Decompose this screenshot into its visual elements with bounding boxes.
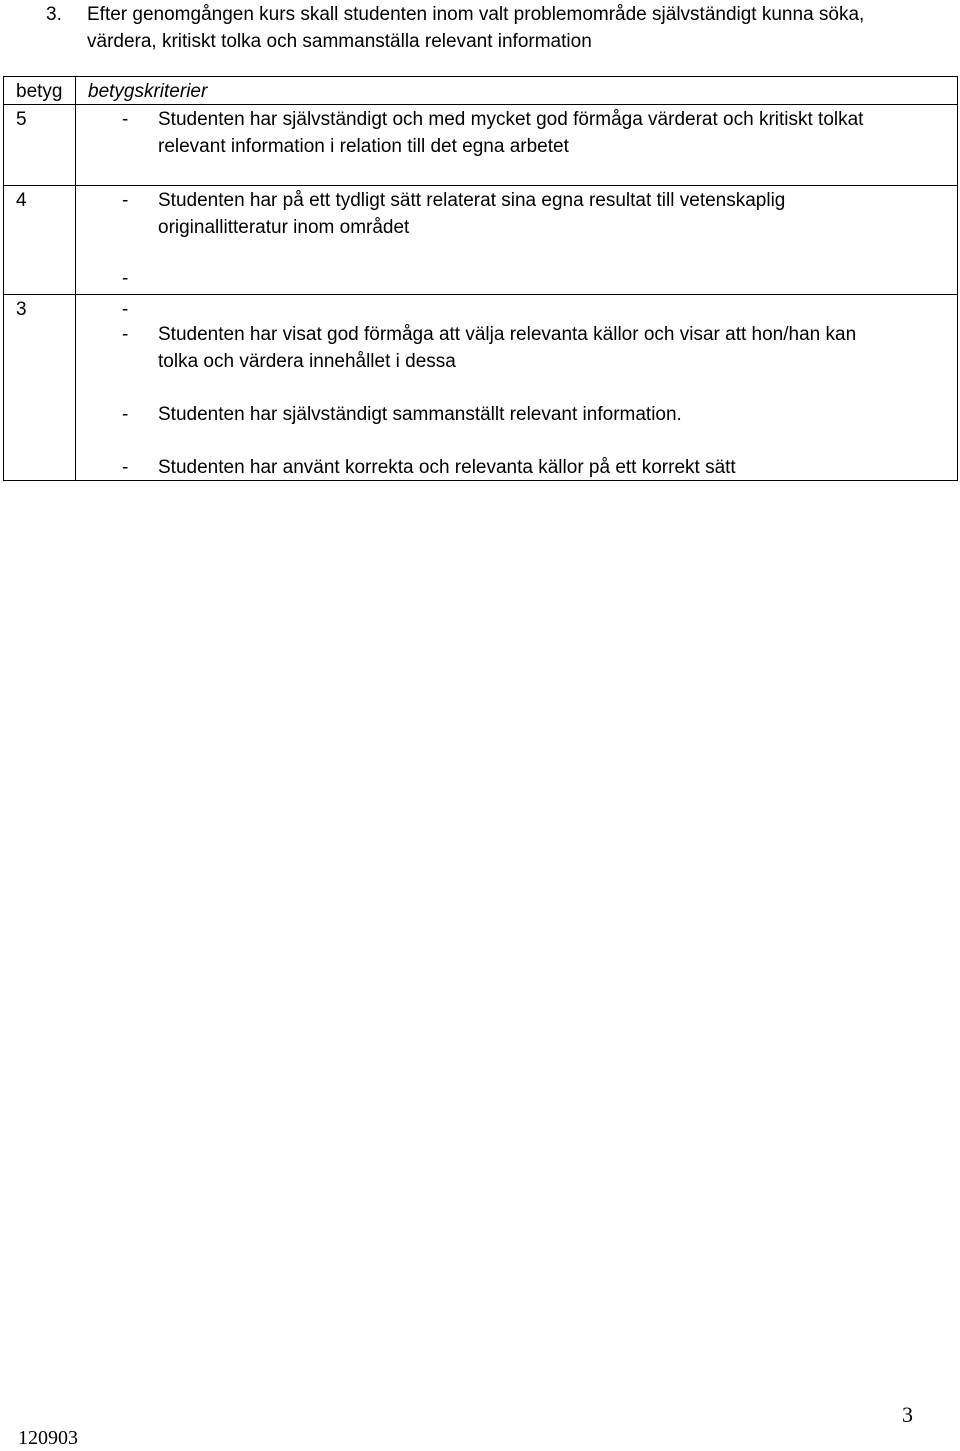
grade-4-bullet: - bbox=[122, 190, 129, 211]
grade-3-criterion-2: Studenten har självständigt sammanställt relevant information. bbox=[158, 404, 682, 425]
grade-3-bullet-2: - bbox=[122, 404, 129, 425]
grading-table bbox=[3, 76, 958, 481]
document-code: 120903 bbox=[18, 1427, 78, 1449]
grade-4-criterion-line-1: Studenten har på ett tydligt sätt relaterat sina egna resultat till vetenskaplig bbox=[158, 190, 786, 211]
grade-4-criterion-line-2: originallitteratur inom området bbox=[158, 217, 410, 238]
row-divider bbox=[4, 185, 957, 186]
grade-4-label: 4 bbox=[16, 190, 27, 211]
objective-text-line-1: Efter genomgången kurs skall studenten inom valt problemområde självständigt kunna söka, bbox=[87, 4, 865, 25]
header-criteria: betygskriterier bbox=[88, 81, 208, 102]
grade-4-empty-bullet: - bbox=[122, 268, 129, 289]
grade-3-bullet-1: - bbox=[122, 324, 129, 345]
page-number: 3 bbox=[902, 1402, 913, 1427]
grade-3-criterion-1-line-2: tolka och värdera innehållet i dessa bbox=[158, 351, 456, 372]
grade-3-label: 3 bbox=[16, 299, 27, 320]
grade-3-criterion-3: Studenten har använt korrekta och relevanta källor på ett korrekt sätt bbox=[158, 457, 736, 478]
objective-number: 3. bbox=[46, 4, 62, 25]
grade-5-bullet: - bbox=[122, 109, 129, 130]
grade-3-empty-bullet: - bbox=[122, 299, 129, 320]
objective-text-line-2: värdera, kritiskt tolka och sammanställa relevant information bbox=[87, 31, 592, 52]
row-divider bbox=[4, 294, 957, 295]
grade-3-criterion-1-line-1: Studenten har visat god förmåga att välja relevanta källor och visar att hon/han kan bbox=[158, 324, 857, 345]
column-divider bbox=[75, 77, 76, 480]
grade-5-label: 5 bbox=[16, 109, 27, 130]
grade-3-bullet-3: - bbox=[122, 457, 129, 478]
header-grade: betyg bbox=[16, 81, 63, 102]
grade-5-criterion-line-1: Studenten har självständigt och med mycket god förmåga värderat och kritiskt tolkat bbox=[158, 109, 864, 130]
grade-5-criterion-line-2: relevant information i relation till det egna arbetet bbox=[158, 136, 569, 157]
